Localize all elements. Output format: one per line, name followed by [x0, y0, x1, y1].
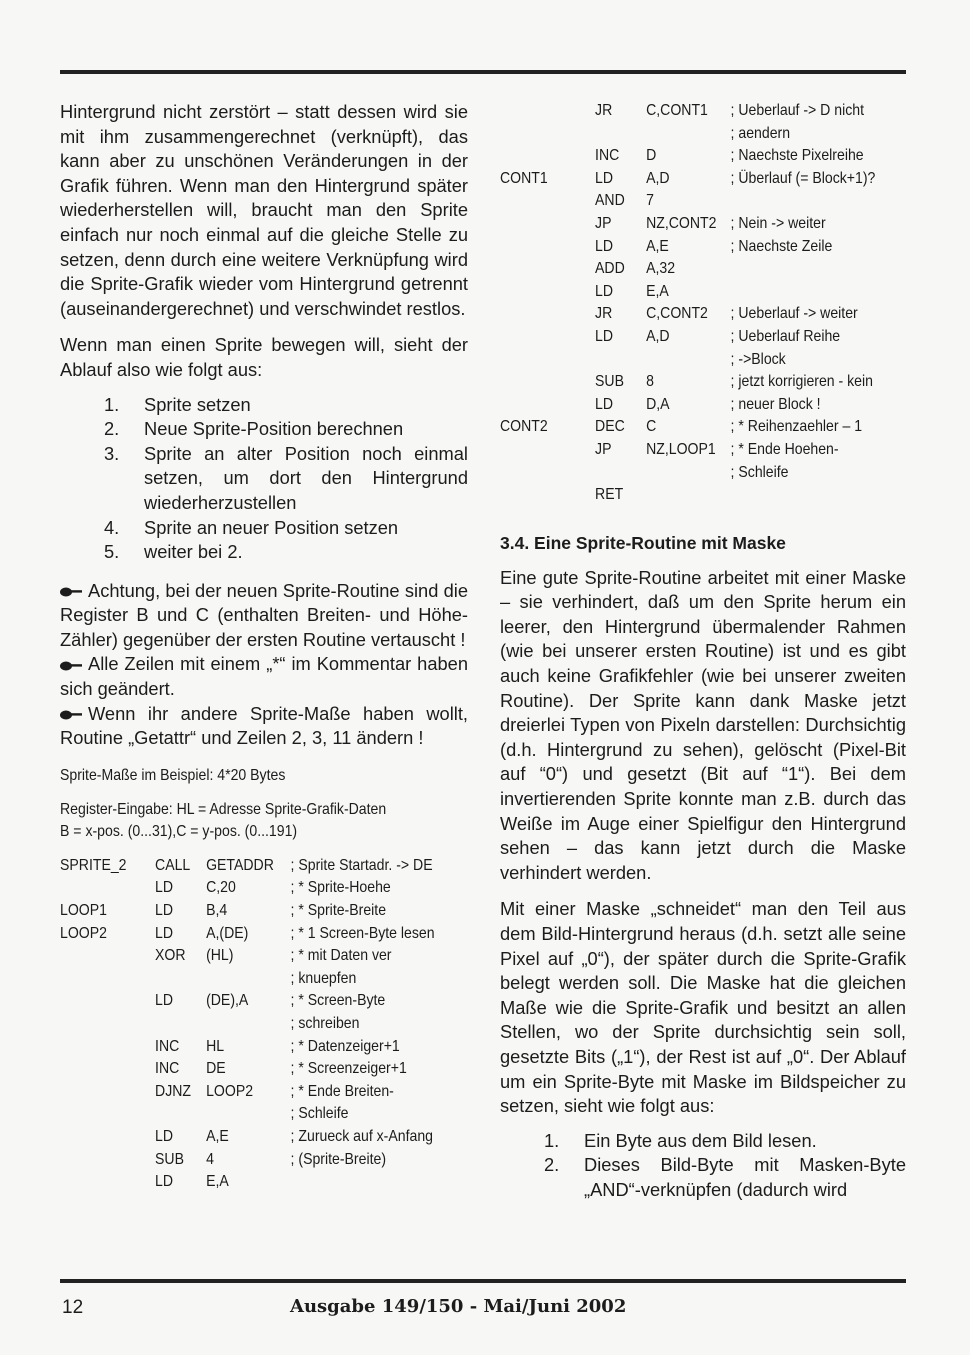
step-number: 3.: [104, 442, 120, 464]
sprite-size-info: Sprite-Maße im Beispiel: 4*20 Bytes: [60, 766, 286, 784]
step-number: 5.: [104, 541, 120, 563]
top-rule: [60, 70, 906, 74]
step-text: weiter bei 2.: [144, 541, 243, 563]
code-line: CONT1 LD A,D ; Überlauf (= Block+1)?: [500, 169, 876, 187]
step-text: Dieses Bild-Byte mit Masken-Byte „AND“-verknüpfen (dadurch wird: [584, 1154, 906, 1200]
note-text: Alle Zeilen mit einem „*“ im Kommentar haben sich geändert.: [60, 653, 468, 700]
list-item: [544, 1129, 906, 1154]
code-line: AND 7: [595, 192, 654, 210]
code-line: ADD A,32: [595, 260, 676, 278]
code-line: ; Schleife: [290, 1105, 349, 1123]
code-line: JP NZ,LOOP1 ; * Ende Hoehen-: [595, 440, 839, 458]
code-line: LOOP2 LD A,(DE) ; * 1 Screen-Byte lesen: [60, 924, 435, 942]
code-listing: [500, 100, 914, 507]
code-line: LD E,A: [595, 282, 669, 300]
bottom-rule: [60, 1279, 906, 1283]
list-item: [104, 516, 468, 541]
code-line: JR C,CONT2 ; Ueberlauf -> weiter: [595, 305, 858, 323]
list-item: [104, 417, 468, 442]
paragraph: Hintergrund nicht zerstört – statt dessen wird sie mit ihm zusammengerechnet (verknüpft), das kann aber zu unschönen Veränderungen in der Grafik führen. Wenn man den Hintergrund später wiederherstellen will, braucht man den Sprite einfach nur noch einmal auf die gleiche Stelle zu setzen, denn durch eine weitere Verknüpfung wird die Sprite-Grafik wieder vom Hintergrund getrennt (auseinandergerechnet) und verschwindet restlos.: [60, 101, 468, 319]
pointing-hand-icon: [60, 710, 82, 720]
right-column: [500, 100, 906, 1213]
code-line: CONT2 DEC C ; * Reihenzaehler – 1: [500, 418, 863, 436]
code-line: SUB 8 ; jetzt korrigieren - kein: [595, 373, 873, 391]
code-line: INC DE ; * Screenzeiger+1: [155, 1060, 407, 1078]
step-number: 1.: [544, 1129, 560, 1151]
code-line: RET: [595, 486, 624, 504]
note-text: Wenn ihr andere Sprite-Maße haben wollt, Routine „Getattr“ und Zeilen 2, 3, 11 ändern !: [60, 702, 468, 749]
paragraph: Mit einer Maske „schneidet“ man den Teil aus dem Bild-Hintergrund heraus (d.h. setzt alle seine Pixel auf „0“), der später durch die Sprite-Grafik belegt werden soll. Die Maske hat die gleichen Maße wie die Sprite-Grafik und besitzt an allen Stellen, wo der Sprite durchsichtig sein soll, gesetzte Bits („1“), der Rest ist auf „0“. Der Ablauf um ein Sprite-Byte mit Maske im Bildspeicher zu setzen, sieht wie folgt aus:: [500, 898, 906, 1117]
code-line: LD D,A ; neuer Block !: [595, 395, 821, 413]
paragraph: Wenn man einen Sprite bewegen will, sieht der Ablauf also wie folgt aus:: [60, 334, 468, 380]
pointing-hand-icon: [60, 661, 82, 671]
step-text: Sprite setzen: [144, 393, 251, 415]
code-line: LD C,20 ; * Sprite-Hoehe: [155, 879, 391, 897]
note: [60, 652, 468, 701]
register-input-line: B = x-pos. (0...31),C = y-pos. (0...191): [60, 822, 298, 840]
pointing-hand-icon: [60, 587, 82, 597]
steps-list: [500, 1129, 906, 1203]
code-line: LOOP1 LD B,4 ; * Sprite-Breite: [60, 902, 387, 920]
step-text: Sprite an neuer Position setzen: [144, 516, 399, 538]
code-line: INC D ; Naechste Pixelreihe: [595, 147, 864, 165]
step-text: Sprite an alter Position noch einmal setzen, um dort den Hintergrund wiederherzustellen: [144, 442, 468, 513]
code-line: LD A,D ; Ueberlauf Reihe: [595, 327, 841, 345]
section-heading: 3.4. Eine Sprite-Routine mit Maske: [500, 532, 786, 553]
step-text: Ein Byte aus dem Bild lesen.: [584, 1129, 817, 1151]
list-item: [544, 1153, 906, 1202]
paragraph: Eine gute Sprite-Routine arbeitet mit einer Maske – sie verhindert, daß um den Sprite herum ein leerer, den Hintergrund übermalender Rahmen (wie bei unserer ersten Routine) ist und es gibt auch keine Grafikfehler (wie bei unserer zweiten Routine). Der Sprite kann dank Maske jetzt dreierlei Typen von Pixeln darstellen: Durchsichtig (d.h. Hintergrund zu sehen), gelöscht (Pixel-Bit auf “0“) und gesetzt (Bit auf “1“). Bei dem invertierenden Sprite konnte man z.B. durch das Weiße im Auge einer Spielfigur den Hintergrund sehen – das kann jetzt durch die Maske verhindert werden.: [500, 566, 906, 883]
register-input-line: Register-Eingabe: HL = Adresse Sprite-Grafik-Daten: [60, 800, 387, 818]
step-text: Neue Sprite-Position berechnen: [144, 418, 404, 440]
step-number: 2.: [104, 418, 120, 440]
steps-list: [60, 393, 468, 565]
code-line: XOR (HL) ; * mit Daten ver: [155, 947, 392, 965]
step-number: 4.: [104, 516, 120, 538]
code-line: ; knuepfen: [290, 969, 357, 987]
code-line: JR C,CONT1 ; Ueberlauf -> D nicht: [595, 102, 864, 119]
note: [60, 579, 468, 653]
code-line: SUB 4 ; (Sprite-Breite): [155, 1150, 387, 1168]
list-item: [104, 442, 468, 516]
list-item: [104, 540, 468, 565]
code-line: ; Schleife: [730, 463, 789, 481]
page-number: 12: [62, 1297, 84, 1318]
step-number: 1.: [104, 393, 120, 415]
code-line: ; aendern: [730, 124, 791, 142]
code-line: INC HL ; * Datenzeiger+1: [155, 1037, 400, 1055]
code-line: LD A,E ; Naechste Zeile: [595, 237, 833, 255]
note-text: Achtung, bei der neuen Sprite-Routine sind die Register B und C (enthalten Breiten- und Höhe-Zähler) gegenüber der ersten Routine vertauscht !: [60, 579, 468, 650]
code-line: ; ->Block: [730, 350, 786, 368]
issue-footer: Ausgabe 149/150 - Mai/Juni 2002: [290, 1296, 627, 1317]
left-column: [60, 100, 468, 1194]
code-line: LD E,A: [155, 1173, 229, 1191]
step-number: 2.: [544, 1154, 560, 1176]
code-line: LD A,E ; Zurueck auf x-Anfang: [155, 1127, 433, 1145]
note: [60, 702, 468, 751]
code-line: ; schreiben: [290, 1015, 360, 1032]
code-listing: [60, 855, 474, 1194]
code-line: SPRITE_2 CALL GETADDR ; Sprite Startadr. -> DE: [60, 856, 433, 874]
code-line: JP NZ,CONT2 ; Nein -> weiter: [595, 214, 826, 232]
list-item: [104, 393, 468, 418]
code-line: LD (DE),A ; * Screen-Byte: [155, 992, 386, 1010]
code-line: DJNZ LOOP2 ; * Ende Breiten-: [155, 1082, 394, 1100]
